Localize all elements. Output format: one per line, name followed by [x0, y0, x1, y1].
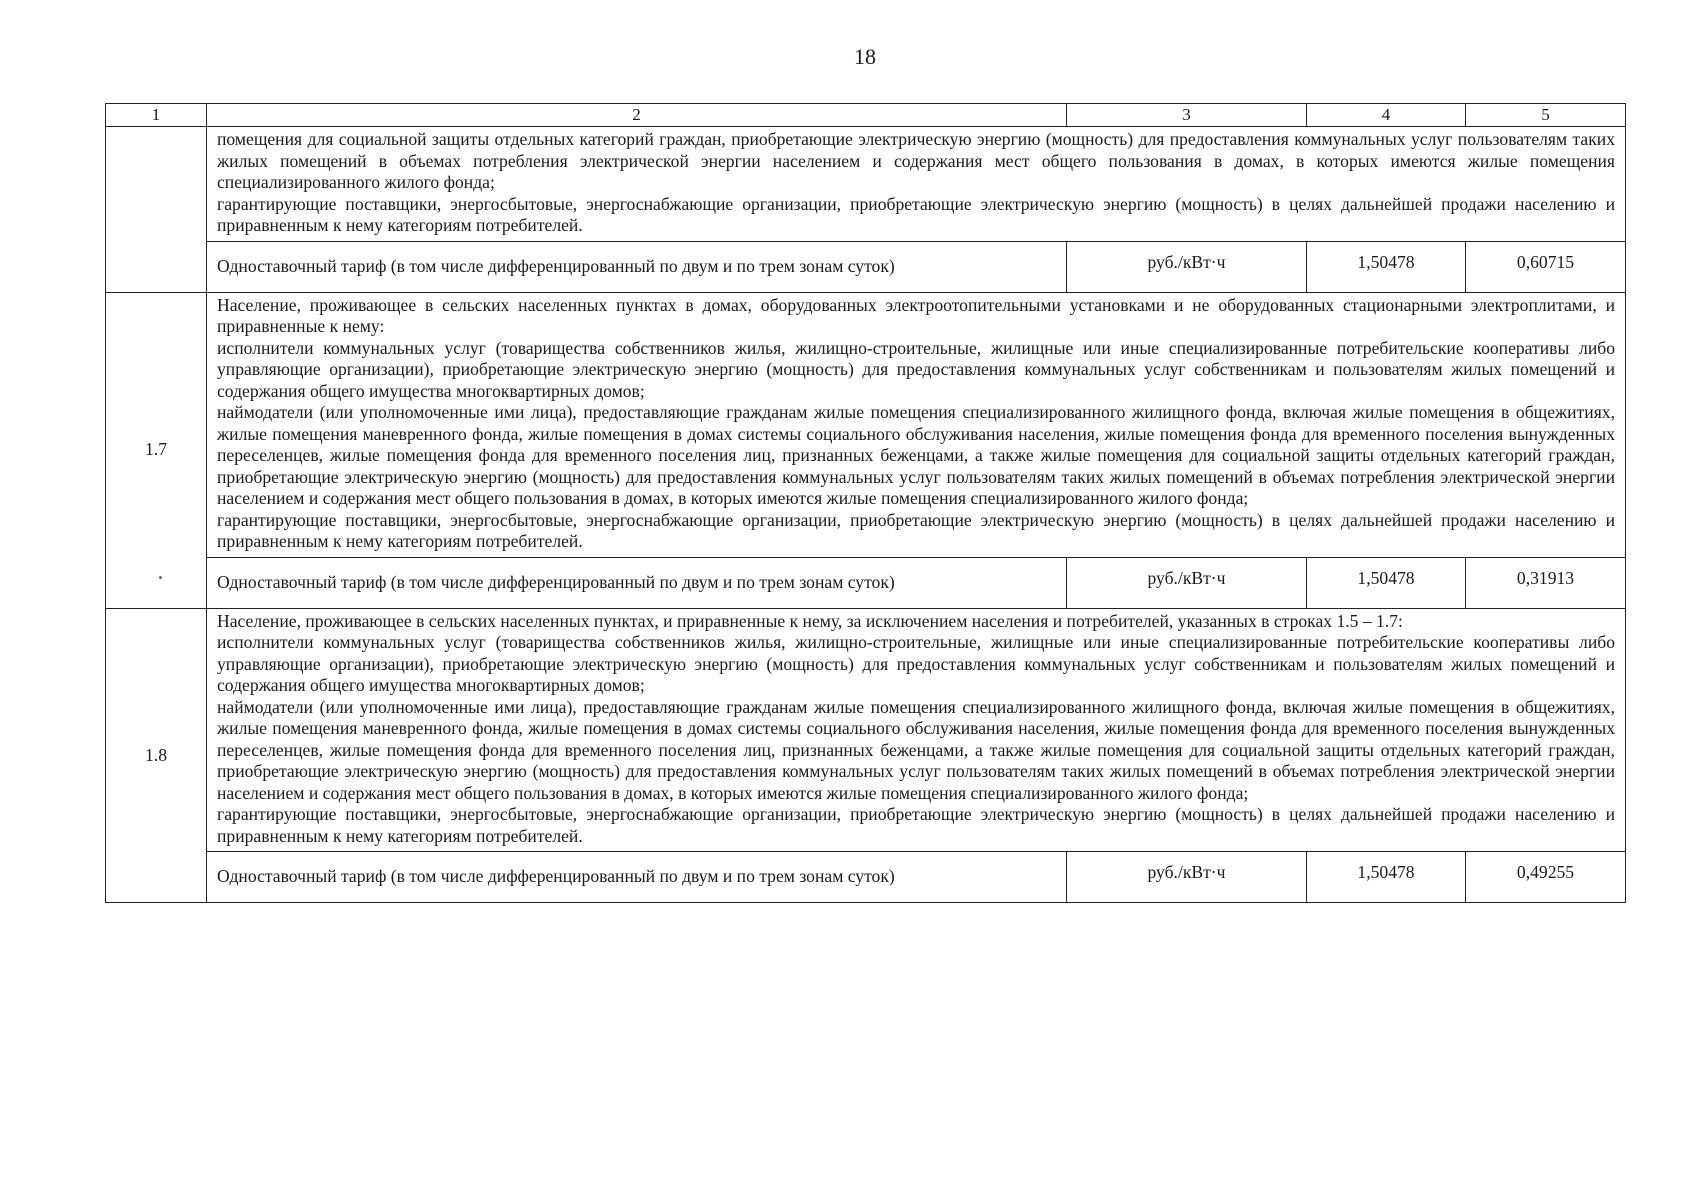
description-paragraph: гарантирующие поставщики, энергосбытовые, энергоснабжающие организации, приобретающие электрическую энергию (мощность) в целях дальнейшей продажи населению и приравненным к нему категориям потребителей. — [217, 193, 1615, 235]
description-paragraph: гарантирующие поставщики, энергосбытовые, энергоснабжающие организации, приобретающие электрическую энергию (мощность) в целях дальнейшей продажи населению и приравненным к нему категориям потребителей. — [217, 509, 1615, 551]
tariff-table — [105, 103, 1626, 903]
row-number — [106, 127, 207, 293]
description-paragraph: наймодатели (или уполномоченные ими лица), предоставляющие гражданам жилые помещения специализированного жилищного фонда, включая жилые помещения в общежитиях, жилые помещения маневренного фонда, жилые помещения в домах системы социального обслуживания населения, жилые помещения фонда для временного поселения вынужденных переселенцев, жилые помещения фонда для временного поселения лиц, признанных беженцами, а также жилые помещения для социальной защиты отдельных категорий граждан, приобретающие электрическую энергию (мощность) для предоставления коммунальных услуг пользователям таких жилых помещений в объемах потребления электрической энергии населением и содержания мест общего пользования в домах, в которых имеются жилые помещения специализированного жилого фонда; — [217, 402, 1615, 508]
row-number: 1.7 — [106, 292, 207, 608]
column-header: 1 — [106, 104, 207, 127]
tariff-unit: руб./кВт·ч — [1067, 241, 1307, 292]
tariff-value-col4: 1,50478 — [1307, 852, 1466, 903]
tariff-unit: руб./кВт·ч — [1067, 852, 1307, 903]
table-row — [106, 127, 1626, 242]
description-paragraph: Население, проживающее в сельских населенных пунктах, и приравненные к нему, за исключением населения и потребителей, указанных в строках 1.5 – 1.7: — [217, 610, 1403, 631]
column-header: 2 — [207, 104, 1067, 127]
column-header: 4 — [1307, 104, 1466, 127]
tariff-row — [106, 241, 1626, 292]
tariff-row — [106, 557, 1626, 608]
tariff-value-col4: 1,50478 — [1307, 557, 1466, 608]
description-paragraph: Население, проживающее в сельских населенных пунктах в домах, оборудованных электроотопительными установками и не оборудованных стационарными электроплитами, и приравненные к нему: — [217, 294, 1615, 336]
description-paragraph: помещения для социальной защиты отдельных категорий граждан, приобретающие электрическую энергию (мощность) для предоставления коммунальных услуг пользователям таких жилых помещений в объемах потребления электрической энергии населением и содержания мест общего пользования в домах, в которых имеются жилые помещения специализированного жилого фонда; — [217, 129, 1615, 192]
consumer-description — [207, 127, 1626, 242]
description-paragraph: исполнители коммунальных услуг (товарищества собственников жилья, жилищно-строительные, жилищные или иные специализированные потребительские кооперативы либо управляющие организации), приобретающие электрическую энергию (мощность) для предоставления коммунальных услуг собственникам и пользователям жилых помещений и содержания общего имущества многоквартирных домов; — [217, 337, 1615, 401]
column-header: 5 — [1466, 104, 1626, 127]
tariff-name: Одноставочный тариф (в том числе дифференцированный по двум и по трем зонам суток) — [207, 557, 1067, 608]
tariff-name: Одноставочный тариф (в том числе дифференцированный по двум и по трем зонам суток) — [207, 852, 1067, 903]
page-number: 18 — [854, 44, 876, 69]
table-row — [106, 608, 1626, 852]
tariff-name: Одноставочный тариф (в том числе дифференцированный по двум и по трем зонам суток) — [207, 241, 1067, 292]
tariff-unit: руб./кВт·ч — [1067, 557, 1307, 608]
description-paragraph: гарантирующие поставщики, энергосбытовые, энергоснабжающие организации, приобретающие электрическую энергию (мощность) в целях дальнейшей продажи населению и приравненным к нему категориям потребителей. — [217, 804, 1615, 846]
table-row — [106, 292, 1626, 557]
row-number: 1.8 — [106, 608, 207, 903]
scan-speck — [159, 576, 162, 579]
tariff-value-col5: 0,60715 — [1466, 241, 1626, 292]
description-paragraph: наймодатели (или уполномоченные ими лица), предоставляющие гражданам жилые помещения специализированного жилищного фонда, включая жилые помещения в общежитиях, жилые помещения маневренного фонда, жилые помещения в домах системы социального обслуживания населения, жилые помещения фонда для временного поселения вынужденных переселенцев, жилые помещения фонда для временного поселения лиц, признанных беженцами, а также жилые помещения для социальной защиты отдельных категорий граждан, приобретающие электрическую энергию (мощность) для предоставления коммунальных услуг пользователям таких жилых помещений в объемах потребления электрической энергии населением и содержания мест общего пользования в домах, в которых имеются жилые помещения специализированного жилого фонда; — [217, 696, 1615, 803]
description-paragraph: исполнители коммунальных услуг (товарищества собственников жилья, жилищно-строительные, жилищные или иные специализированные потребительские кооперативы либо управляющие организации), приобретающие электрическую энергию (мощность) для предоставления коммунальных услуг собственникам и пользователям жилых помещений и содержания общего имущества многоквартирных домов; — [217, 632, 1615, 695]
tariff-row — [106, 852, 1626, 903]
tariff-value-col4: 1,50478 — [1307, 241, 1466, 292]
tariff-value-col5: 0,49255 — [1466, 852, 1626, 903]
consumer-description — [207, 608, 1626, 852]
column-header: 3 — [1067, 104, 1307, 127]
tariff-value-col5: 0,31913 — [1466, 557, 1626, 608]
column-header-row — [106, 104, 1626, 127]
consumer-description — [207, 292, 1626, 557]
